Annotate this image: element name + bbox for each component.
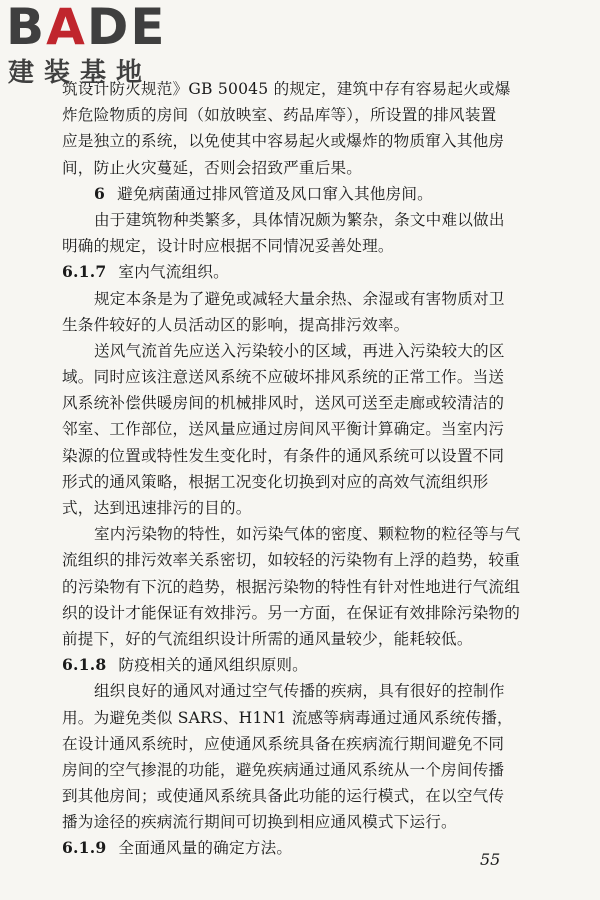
section-heading-6-1-7 — [62, 259, 562, 285]
paragraph-line: 邻室、工作部位，送风量应通过房间风平衡计算确定。当室内污 — [62, 420, 505, 439]
watermark-subtitle: 建装基地 — [8, 58, 153, 88]
paragraph-line: 形式的通风策略，根据工况变化切换到对应的高效气流组织形 — [62, 472, 489, 491]
page-number: 55 — [480, 850, 501, 869]
paragraph-line: 染源的位置或特性发生变化时，有条件的通风系统可以设置不同 — [62, 446, 505, 465]
paragraph-line: 规定本条是为了避免或减轻大量余热、余湿或有害物质对卫 — [94, 289, 505, 308]
list-number: 6 — [94, 183, 106, 203]
paragraph-line: 由于建筑物种类繁多，具体情况颇为繁杂，条文中难以做出 — [94, 210, 505, 229]
paragraph-line: 房间的空气掺混的功能，避免疾病通过通风系统从一个房间传播 — [62, 760, 505, 779]
paragraph-line: 前提下，好的气流组织设计所需的通风量较少，能耗较低。 — [62, 629, 473, 648]
paragraph-line: 的污染物有下沉的趋势，根据污染物的特性有针对性地进行气流组 — [62, 577, 521, 596]
paragraph-line: 室内污染物的特性，如污染气体的密度、颗粒物的粒径等与气 — [94, 525, 521, 544]
watermark-logo — [6, 2, 176, 97]
body-text — [62, 76, 562, 862]
paragraph-line: 生条件较好的人员活动区的影响，提高排污效率。 — [62, 315, 410, 334]
paragraph-line: 织的设计才能保证有效排污。另一方面，在保证有效排除污染物的 — [62, 603, 521, 622]
watermark-brand: BADE — [6, 0, 167, 56]
paragraph-line: 应是独立的系统，以免使其中容易起火或爆炸的物质窜入其他房 — [62, 132, 505, 151]
section-number: 6.1.7 — [62, 262, 107, 282]
paragraph-line: 明确的规定，设计时应根据不同情况妥善处理。 — [62, 237, 394, 256]
section-title: 全面通风量的确定方法。 — [118, 839, 293, 858]
list-text: 避免病菌通过排风管道及风口窜入其他房间。 — [117, 184, 433, 203]
paragraph-line: 炸危险物质的房间（如放映室、药品库等），所设置的排风装置 — [62, 106, 497, 125]
section-number: 6.1.8 — [62, 655, 107, 675]
paragraph-line: 风系统补偿供暖房间的机械排风时，送风可送至走廊或较清洁的 — [62, 394, 505, 413]
section-title: 室内气流组织。 — [118, 263, 229, 282]
section-heading-6-1-8 — [62, 652, 562, 678]
paragraph-line: 到其他房间；或使通风系统具备此功能的运行模式，在以空气传 — [62, 787, 505, 806]
paragraph-line: 播为途径的疾病流行期间可切换到相应通风模式下运行。 — [62, 813, 457, 832]
paragraph-line: 域。同时应该注意送风系统不应破坏排风系统的正常工作。当送 — [62, 368, 505, 387]
paragraph-line: 组织良好的通风对通过空气传播的疾病，具有很好的控制作 — [94, 682, 505, 701]
paragraph-line: 间，防止火灾蔓延，否则会招致严重后果。 — [62, 158, 363, 177]
section-title: 防疫相关的通风组织原则。 — [118, 656, 308, 675]
paragraph-line: 用。为避免类似 SARS、H1N1 流感等病毒通过通风系统传播， — [62, 708, 513, 727]
section-number: 6.1.9 — [62, 838, 107, 858]
paragraph-line: 送风气流首先应送入污染较小的区域，再进入污染较大的区 — [94, 341, 505, 360]
paragraph-line: 在设计通风系统时，应使通风系统具备在疾病流行期间避免不同 — [62, 734, 505, 753]
paragraph-line: 流组织的排污效率关系密切，如较轻的污染物有上浮的趋势，较重 — [62, 551, 521, 570]
paragraph-line: 式，达到迅速排污的目的。 — [62, 499, 252, 517]
list-item-6 — [62, 181, 562, 207]
paragraph-line: 筑设计防火规范》GB 50045 的规定，建筑中存有容易起火或爆 — [62, 80, 511, 98]
